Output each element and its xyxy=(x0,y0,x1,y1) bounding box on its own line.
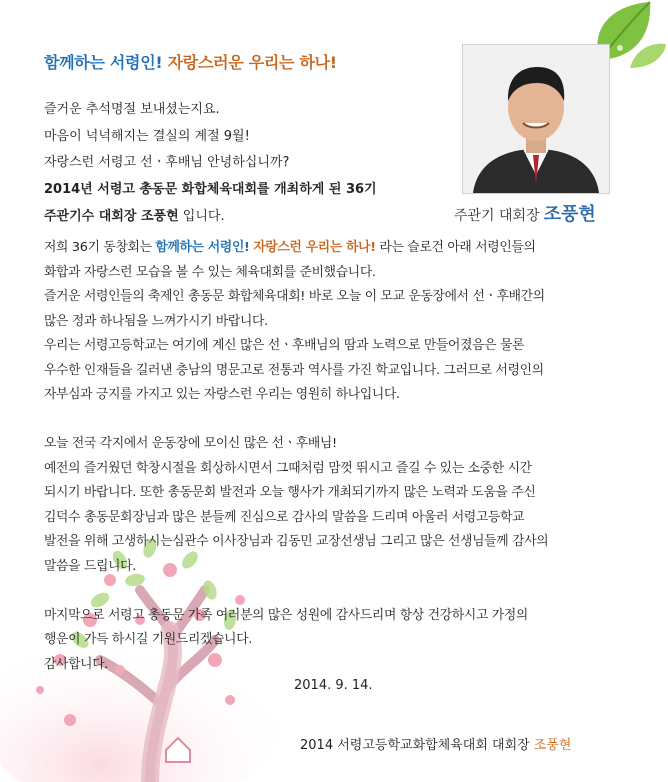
paragraph-gap xyxy=(44,408,638,433)
headline-part-orange: 자랑스러운 우리는 하나! xyxy=(167,53,337,72)
intro-last-bold: 주관기수 대회장 조풍현 xyxy=(44,208,179,224)
intro-line: 마음이 넉넉해지는 결실의 계절 9월! xyxy=(44,128,250,144)
caption-name: 조풍현 xyxy=(543,204,596,225)
signature-title: 2014 서령고등학교화합체육대회 대회장 xyxy=(300,738,530,753)
portrait-caption xyxy=(454,200,596,226)
letter-date: 2014. 9. 14. xyxy=(294,678,373,693)
slogan-blue: 함께하는 서령인! xyxy=(155,240,250,255)
person-portrait-icon xyxy=(463,45,609,193)
body-line: 김덕수 총동문회장님과 많은 분들께 진심으로 감사의 말씀을 드리며 아울러 서령고등학교 xyxy=(44,509,525,525)
body-line: 자부심과 긍지를 가지고 있는 자랑스런 우리는 영원히 하나입니다. xyxy=(44,387,400,402)
body-text-segment: 라는 슬로건 아래 서령인들의 xyxy=(375,240,536,255)
body-line: 화합과 자랑스런 모습을 볼 수 있는 체육대회를 준비했습니다. xyxy=(44,264,376,280)
body-line: 감사합니다. xyxy=(44,656,109,672)
body-line: 오늘 전국 각지에서 운동장에 모이신 많은 선ㆍ후배님! xyxy=(44,436,337,451)
intro-line: 2014년 서령고 총동문 화합체육대회를 개최하게 된 36기 xyxy=(44,182,377,198)
body-text-segment: 저희 36기 동창회는 xyxy=(44,240,156,255)
caption-title: 주관기 대회장 xyxy=(454,208,540,224)
body-line: 예전의 즐거웠던 학창시절을 회상하시면서 그때처럼 맘껏 뛰시고 즐길 수 있는 소중한 시간 xyxy=(44,460,532,476)
intro-line: 자랑스런 서령고 선ㆍ후배님 안녕하십니까? xyxy=(44,155,290,171)
body-line: 말씀을 드립니다. xyxy=(44,558,136,574)
slogan-orange: 자랑스런 우리는 하나! xyxy=(253,240,376,255)
main-body xyxy=(44,236,638,677)
body-line: 우수한 인재들을 길러낸 충남의 명문고로 전통과 역사를 가진 학교입니다. 그러므로 서령인의 xyxy=(44,362,544,378)
body-line: 많은 정과 하나됨을 느껴가시기 바랍니다. xyxy=(44,313,268,329)
body-line: 행운이 가득 하시길 기원드리겠습니다. xyxy=(44,632,253,647)
signature xyxy=(300,734,571,753)
body-line: 즐거운 서령인들의 축제인 총동문 화합체육대회! 바로 오늘 이 모교 운동장에서 선ㆍ후배간의 xyxy=(44,289,545,304)
body-line: 발전을 위해 고생하시는심관수 이사장님과 김동민 교장선생님 그리고 많은 선생님들께 감사의 xyxy=(44,534,549,549)
portrait-photo xyxy=(462,44,610,194)
body-line-slogan xyxy=(44,236,638,261)
intro-line-last xyxy=(44,204,456,231)
intro-paragraph xyxy=(44,97,456,230)
intro-line: 즐거운 추석명절 보내셨는지요. xyxy=(44,102,220,117)
paragraph-gap xyxy=(44,579,638,604)
headline-part-blue: 함께하는 서령인! xyxy=(44,53,163,72)
signature-name: 조풍현 xyxy=(533,738,572,753)
body-line: 우리는 서령고등학교는 여기에 계신 많은 선ㆍ후배님의 땀과 노력으로 만들어졌음은 물론 xyxy=(44,338,525,353)
intro-last-tail: 입니다. xyxy=(178,208,225,224)
body-line: 마지막으로 서령고 총동문 가족 여러분의 많은 성원에 감사드리며 항상 건강하시고 가정의 xyxy=(44,607,528,623)
body-line: 되시기 바랍니다. 또한 총동문회 발전과 오늘 행사가 개최되기까지 많은 노력과 도움을 주신 xyxy=(44,485,536,500)
headline xyxy=(44,50,337,73)
